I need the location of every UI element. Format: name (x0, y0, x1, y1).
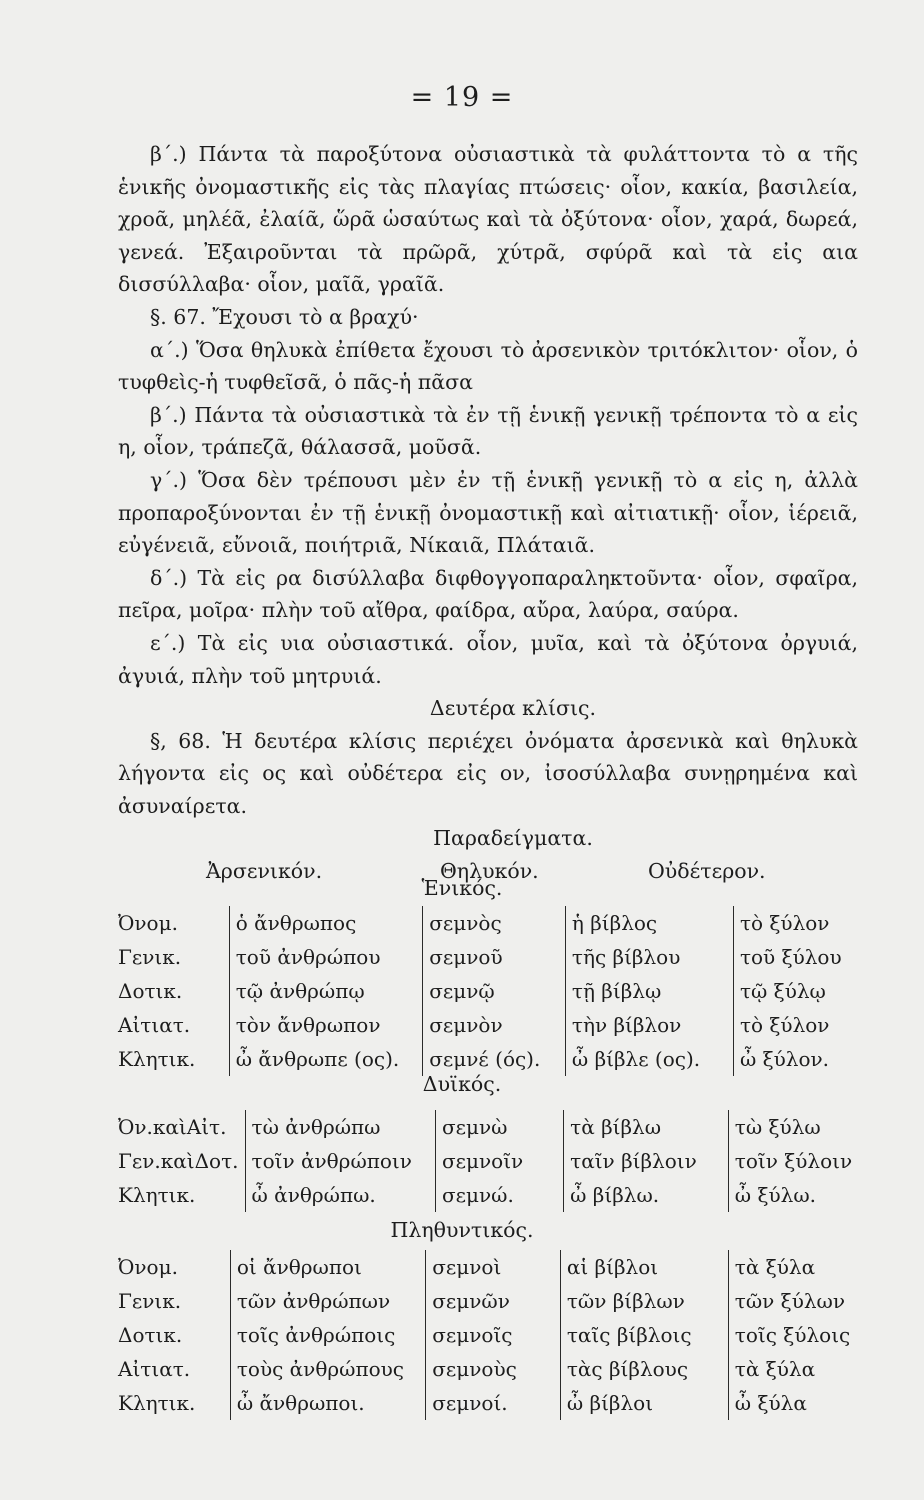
adjective-form: σεμνώ. (436, 1178, 564, 1212)
neuter-form: τὸ ξύλον (733, 906, 862, 940)
feminine-form: τῇ βίβλῳ (565, 974, 733, 1008)
masculine-form: οἱ ἄνθρωποι (230, 1250, 425, 1284)
singular-label: Ἑνικός. (421, 876, 503, 900)
masculine-form: τοῖς ἀνθρώποις (230, 1318, 425, 1352)
table-row (118, 1284, 862, 1318)
table-row (118, 940, 862, 974)
neuter-form: ὦ ξύλα (728, 1386, 862, 1420)
paragraph-beta-2: β΄.) Πάντα τὰ οὐσιαστικὰ τὰ ἐν τῇ ἑνικῇ γενικῇ τρέποντα τὸ α εἰς η, οἷον, τράπεζᾶ, θάλασσᾶ, μοῦσᾶ. (118, 402, 858, 460)
case-label: Ὀν.καὶΑἰτ. (118, 1115, 227, 1139)
masculine-form: ὦ ἀνθρώπω. (245, 1178, 435, 1212)
feminine-form: αἱ βίβλοι (560, 1250, 728, 1284)
paragraph-alpha: α΄.) Ὅσα θηλυκὰ ἐπίθετα ἔχουσι τὸ ἀρσενικὸν τριτόκλιτον· οἷον, ὁ τυφθεὶς-ἡ τυφθεῖσᾶ, ὁ πᾶς-ἡ πᾶσα (118, 337, 858, 395)
masculine-form: ὦ ἄνθρωπε (ος). (229, 1042, 423, 1076)
neuter-form: τὰ ξύλα (728, 1352, 862, 1386)
adjective-form: σεμνοῖς (426, 1318, 561, 1352)
case-label: Κλητικ. (118, 1391, 196, 1415)
table-row (118, 1386, 862, 1420)
masculine-form: τὼ ἀνθρώπω (245, 1110, 435, 1144)
feminine-form: τῆς βίβλου (565, 940, 733, 974)
table-row (118, 1042, 862, 1076)
table-row (118, 974, 862, 1008)
adjective-form: σεμνὼ (436, 1110, 564, 1144)
adjective-form: σεμνῶν (426, 1284, 561, 1318)
dual-label: Δυϊκός. (422, 1072, 502, 1096)
adjective-form: σεμνὸς (423, 906, 566, 940)
section-67-heading: §. 67. Ἔχουσι τὸ α βραχύ· (150, 304, 419, 329)
adjective-form: σεμνῷ (423, 974, 566, 1008)
feminine-form: τὴν βίβλον (565, 1008, 733, 1042)
case-label: Γενικ. (118, 945, 182, 969)
case-label: Ὀνομ. (118, 911, 178, 935)
table-row (118, 906, 862, 940)
table-row (118, 1250, 862, 1284)
neuter-form: τὰ ξύλα (728, 1250, 862, 1284)
feminine-form: τὰ βίβλω (564, 1110, 729, 1144)
feminine-form: ἡ βίβλος (565, 906, 733, 940)
adjective-form: σεμνοί. (426, 1386, 561, 1420)
neuter-form: τὸ ξύλον (733, 1008, 862, 1042)
page-number: = 19 = (410, 82, 514, 113)
neuter-form: ὦ ξύλω. (728, 1178, 862, 1212)
neuter-form: τοῖς ξύλοις (728, 1318, 862, 1352)
table-row (118, 1178, 862, 1212)
table-row (118, 1318, 862, 1352)
neuter-header: Οὐδέτερον. (648, 859, 766, 884)
case-label: Ὀνομ. (118, 1255, 178, 1279)
masculine-form: τοῦ ἀνθρώπου (229, 940, 423, 974)
examples-heading: Παραδείγματα. (433, 826, 593, 851)
paragraph-epsilon: ε΄.) Τὰ εἰς υια οὐσιαστικά. οἷον, μυῖα, καὶ τὰ ὀξύτονα ὀργυιά, ἀγυιά, πλὴν τοῦ μητρυιά. (118, 630, 858, 688)
adjective-form: σεμνοῦ (423, 940, 566, 974)
paragraph-delta: δ΄.) Τὰ εἰς ρα δισύλλαβα διφθογγοπαραληκτοῦντα· οἷον, σφαῖρα, πεῖρα, μοῖρα· πλὴν τοῦ αἴθρα, φαίδρα, αὔρα, λαύρα, σαύρα. (118, 565, 858, 623)
dual-table (118, 1110, 862, 1212)
feminine-header: Θηλυκόν. (440, 859, 539, 884)
neuter-form: τοῖν ξύλοιν (728, 1144, 862, 1178)
adjective-form: σεμνοὺς (426, 1352, 561, 1386)
feminine-form: ταῖν βίβλοιν (564, 1144, 729, 1178)
feminine-form: ταῖς βίβλοις (560, 1318, 728, 1352)
paragraph-gamma: γ΄.) Ὅσα δὲν τρέπουσι μὲν ἐν τῇ ἑνικῇ γενικῇ τὸ α εἰς η, ἀλλὰ προπαροξύνονται ἐν τῇ ἑνικῇ ὀνομαστικῇ καὶ αἰτιατικῇ· οἷον, ἱέρειᾶ, εὐγένειᾶ, εὔνοιᾶ, ποιήτριᾶ, Νίκαιᾶ, Πλάταιᾶ. (118, 467, 858, 558)
adjective-form: σεμνέ (ός). (423, 1042, 566, 1076)
adjective-form: σεμνὸν (423, 1008, 566, 1042)
adjective-form: σεμνοῖν (436, 1144, 564, 1178)
table-row (118, 1144, 862, 1178)
plural-label: Πληθυντικός. (390, 1218, 534, 1242)
neuter-form: τοῦ ξύλου (733, 940, 862, 974)
feminine-form: τῶν βίβλων (560, 1284, 728, 1318)
table-row (118, 1008, 862, 1042)
section-68: §, 68. Ἡ δευτέρα κλίσις περιέχει ὀνόματα ἀρσενικὰ καὶ θηλυκὰ λήγοντα εἰς ος καὶ οὐδέτερα εἰς ον, ἰσοσύλλαβα συνῃρημένα καὶ ἀσυναίρετα. (118, 728, 858, 818)
main-text (118, 138, 858, 887)
feminine-form: ὦ βίβλοι (560, 1386, 728, 1420)
neuter-form: ὦ ξύλον. (733, 1042, 862, 1076)
table-row (118, 1352, 862, 1386)
case-label: Κλητικ. (118, 1047, 196, 1071)
case-label: Γενικ. (118, 1289, 182, 1313)
feminine-form: ὦ βίβλε (ος). (565, 1042, 733, 1076)
case-label: Γεν.καὶΔοτ. (118, 1149, 239, 1173)
second-declension-heading: Δευτέρα κλίσις. (429, 696, 597, 721)
adjective-form: σεμνοὶ (426, 1250, 561, 1284)
case-label: Αἰτιατ. (118, 1013, 191, 1037)
case-label: Αἰτιατ. (118, 1357, 191, 1381)
singular-table (118, 906, 862, 1076)
feminine-form: ὦ βίβλω. (564, 1178, 729, 1212)
feminine-form: τὰς βίβλους (560, 1352, 728, 1386)
masculine-form: τὸν ἄνθρωπον (229, 1008, 423, 1042)
table-row (118, 1110, 862, 1144)
masculine-form: τοὺς ἀνθρώπους (230, 1352, 425, 1386)
case-label: Κλητικ. (118, 1183, 196, 1207)
neuter-form: τῷ ξύλῳ (733, 974, 862, 1008)
masculine-form: τῶν ἀνθρώπων (230, 1284, 425, 1318)
masculine-form: ὁ ἄνθρωπος (229, 906, 423, 940)
neuter-form: τὼ ξύλω (728, 1110, 862, 1144)
masculine-header: Ἀρσενικόν. (206, 859, 323, 884)
neuter-form: τῶν ξύλων (728, 1284, 862, 1318)
masculine-form: τῷ ἀνθρώπῳ (229, 974, 423, 1008)
case-label: Δοτικ. (118, 1323, 183, 1347)
paragraph-beta: β΄.) Πάντα τὰ παροξύτονα οὐσιαστικὰ τὰ φυλάττοντα τὸ α τῆς ἑνικῆς ὀνομαστικῆς εἰς τὰς πλαγίας πτώσεις· οἷον, κακία, βασιλεία, χροᾶ, μηλέᾶ, ἐλαίᾶ, ὥρᾶ ὡσαύτως καὶ τὰ ὀξύτονα· οἷον, χαρά, δωρεά, γενεά. Ἐξαιροῦνται τὰ πρῶρᾶ, χύτρᾶ, σφύρᾶ καὶ τὰ εἰς αια δισσύλλαβα· οἷον, μαῖᾶ, γραῖᾶ. (118, 142, 858, 297)
masculine-form: τοῖν ἀνθρώποιν (245, 1144, 435, 1178)
case-label: Δοτικ. (118, 979, 183, 1003)
plural-table (118, 1250, 862, 1420)
masculine-form: ὦ ἄνθρωποι. (230, 1386, 425, 1420)
